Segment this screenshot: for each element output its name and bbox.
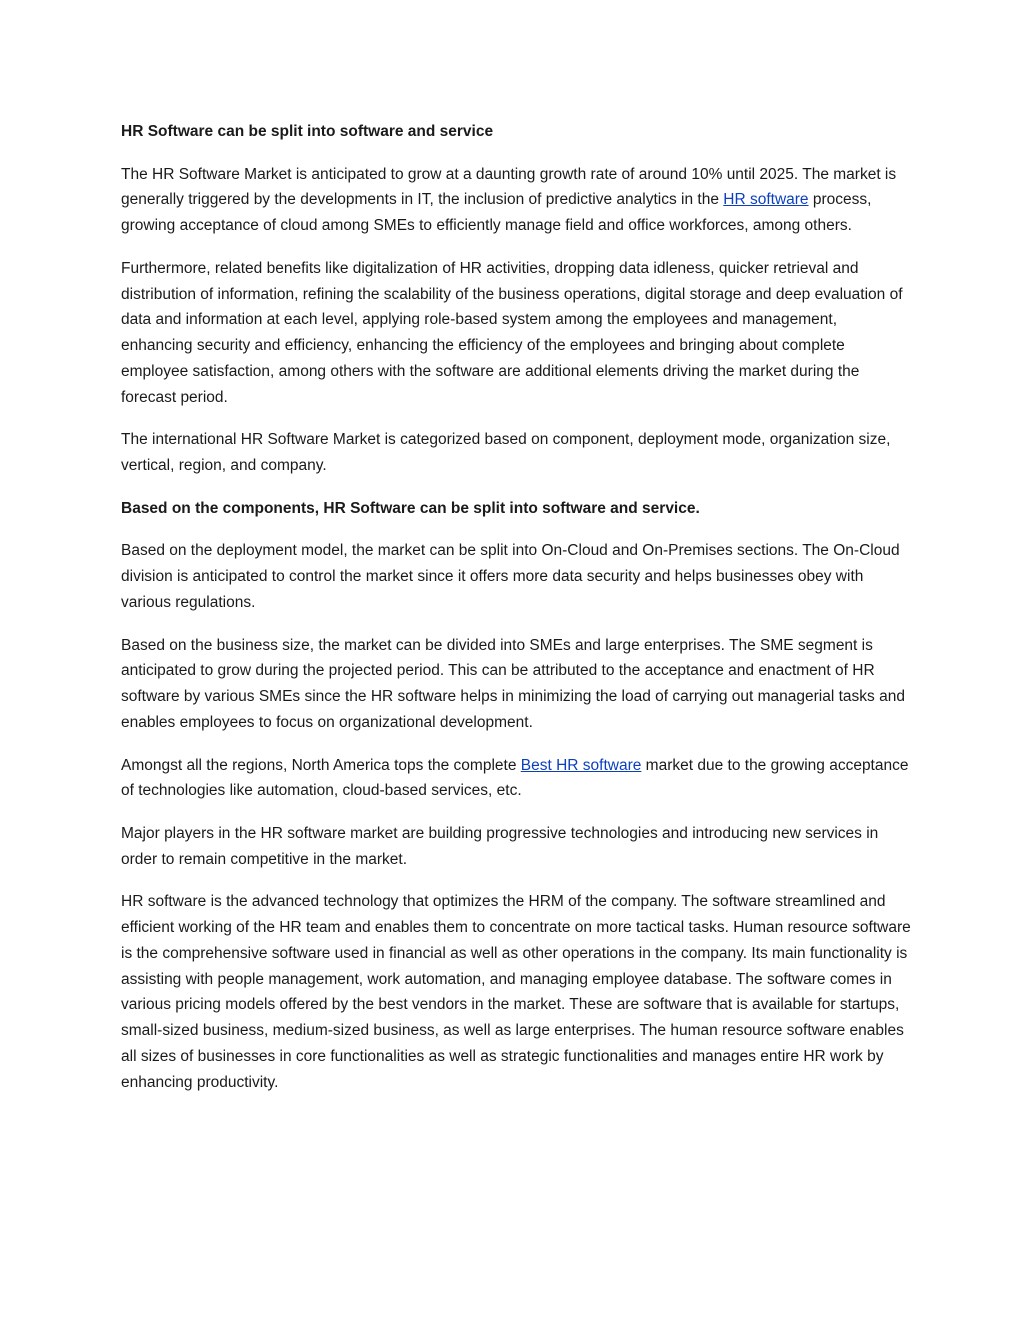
- paragraph-components: Based on the components, HR Software can be split into software and service.: [121, 499, 700, 517]
- paragraph-text: process, growing acceptance of cloud among SMEs to efficiently manage field and office workforces, among others.: [121, 191, 872, 235]
- paragraph-text: Amongst all the regions, North America tops the complete: [121, 756, 521, 774]
- document-page: [121, 119, 911, 1112]
- paragraph-major-players: Major players in the HR software market are building progressive technologies and introducing new services in order to remain competitive in the market.: [121, 824, 879, 868]
- paragraph-deployment: Based on the deployment model, the market can be split into On-Cloud and On-Premises sections. The On-Cloud division is anticipated to control the market since it offers more data security and helps businesses obey with various regulations.: [121, 542, 900, 611]
- paragraph-hr-software-overview: HR software is the advanced technology that optimizes the HRM of the company. The software streamlined and efficient working of the HR team and enables them to concentrate on more tactical tasks. Human resource software is the comprehensive software used in financial as well as other operations in the company. Its main functionality is assisting with people management, work automation, and managing employee database. The software comes in various pricing models offered by the best vendors in the market. These are software that is available for startups, small-sized business, medium-sized business, as well as large enterprises. The human resource software enables all sizes of businesses in core functionalities as well as strategic functionalities and manages entire HR work by enhancing productivity.: [121, 893, 911, 1091]
- paragraph-business-size: Based on the business size, the market can be divided into SMEs and large enterprises. The SME segment is anticipated to grow during the projected period. This can be attributed to the acceptance and enactment of HR software by various SMEs since the HR software helps in minimizing the load of carrying out managerial tasks and enables employees to focus on organizational development.: [121, 636, 905, 731]
- paragraph-benefits: Furthermore, related benefits like digitalization of HR activities, dropping data idleness, quicker retrieval and distribution of information, refining the scalability of the business operations, digital storage and deep evaluation of data and information at each level, applying role-based system among the employees and management, enhancing security and efficiency, enhancing the efficiency of the employees and bringing about complete employee satisfaction, among others with the software are additional elements driving the market during the forecast period.: [121, 259, 903, 406]
- best-hr-software-link[interactable]: Best HR software: [520, 756, 642, 774]
- paragraph-categorization: The international HR Software Market is categorized based on component, deployment mode, organization size, vertical, region, and company.: [121, 431, 891, 475]
- paragraph-text: market due to the growing acceptance of technologies like automation, cloud-based services, etc.: [121, 756, 909, 800]
- paragraph-regions: [121, 753, 911, 805]
- document-heading: HR Software can be split into software and service: [121, 123, 494, 140]
- paragraph-market-growth: [121, 162, 911, 239]
- paragraph-text: The HR Software Market is anticipated to grow at a daunting growth rate of around 10% until 2025. The market is generally triggered by the developments in IT, the inclusion of predictive analytics in the: [121, 165, 897, 209]
- hr-software-link[interactable]: HR software: [723, 191, 809, 209]
